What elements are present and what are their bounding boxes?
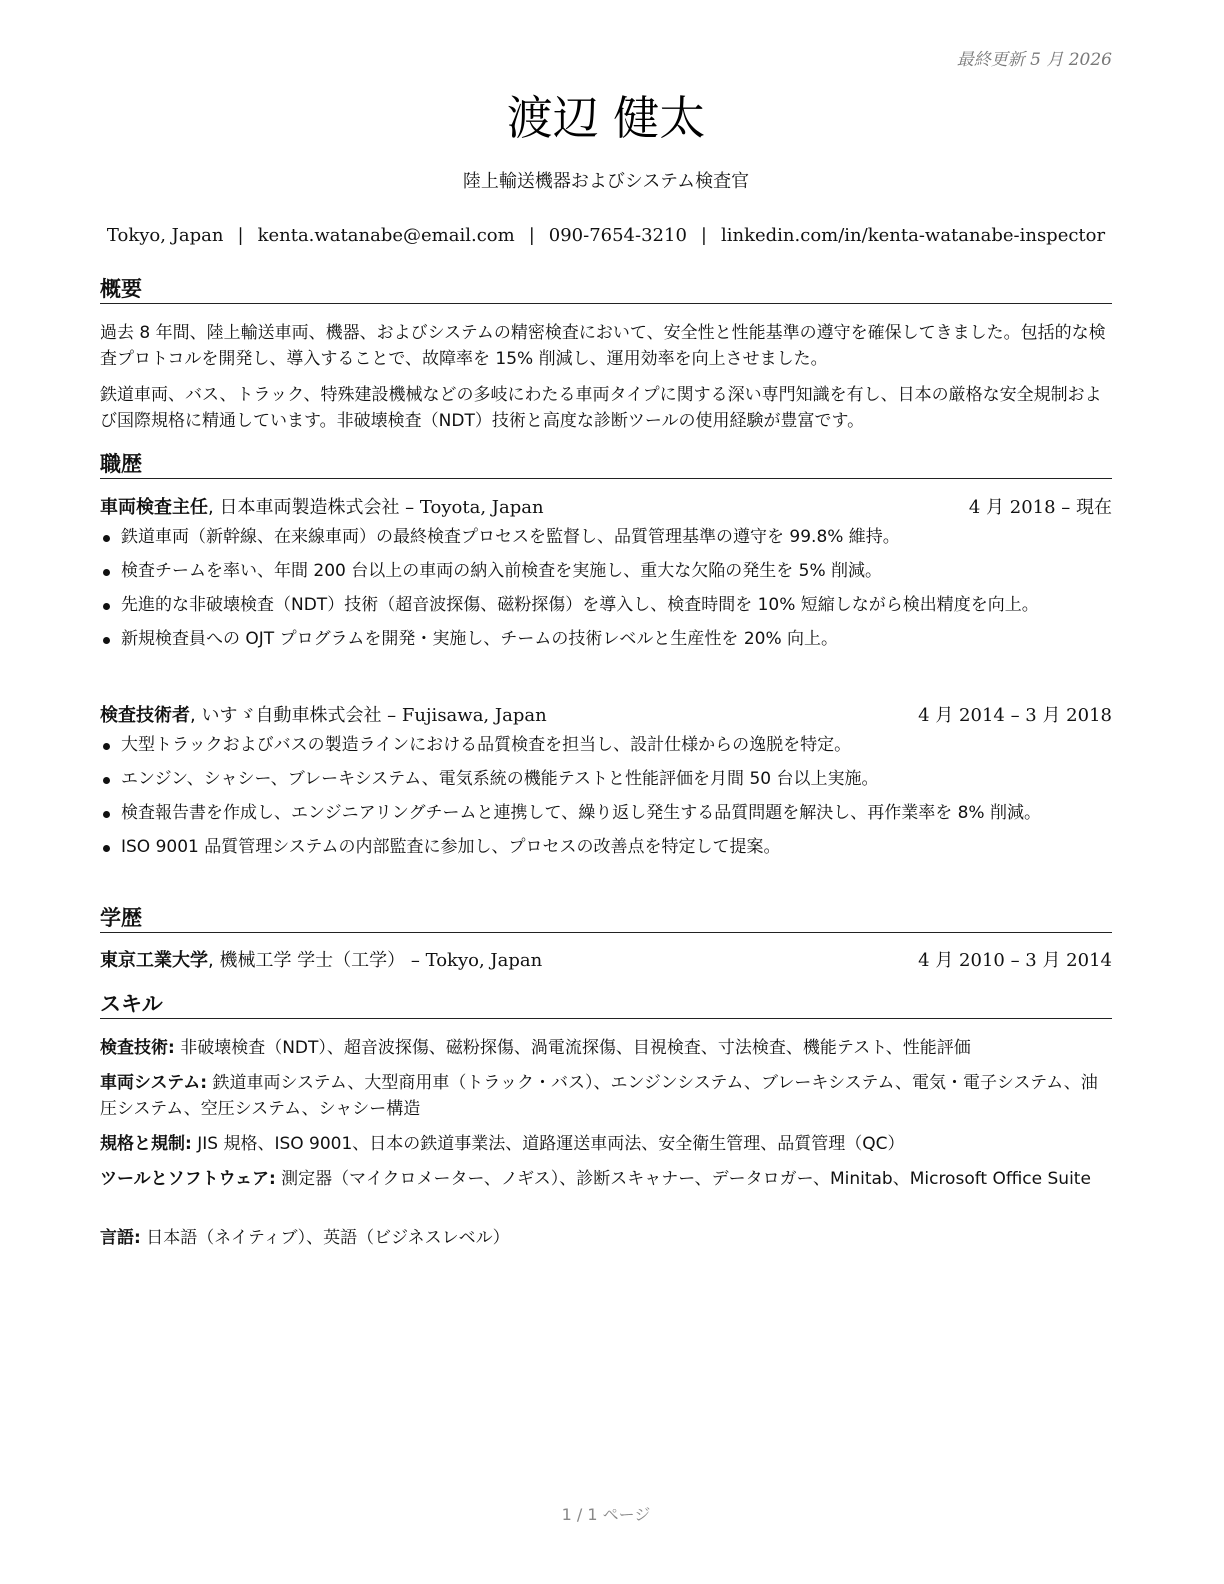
page-number: 1 / 1 ページ [561,1505,651,1524]
job-bullets [100,525,1112,661]
job-title: 陸上輸送機器およびシステム検査官 [462,171,750,192]
resume-page [100,0,1112,1584]
list-item: 検査チームを率い、年間 200 台以上の車両の納入前検査を実施し、重大な欠陥の発生を 5% 削減。 [100,559,1112,584]
list-item: 大型トラックおよびバスの製造ラインにおける品質検査を担当し、設計仕様からの逸脱を特定。 [100,733,1112,758]
contact-location: Tokyo, Japan [106,225,224,246]
skill-value: 測定器（マイクロメーター、ノギス）、診断スキャナー、データロガー、Minitab、Microsoft Office Suite [275,1169,1091,1189]
list-item: 新規検査員への OJT プログラムを開発・実施し、チームの技術レベルと生産性を 20% 向上。 [100,627,1112,652]
skill-label: 規格と規制: [100,1134,192,1154]
skill-label: 車両システム: [100,1073,208,1093]
contact-separator: | [528,225,535,246]
experience-heading: 職歴 [100,451,1112,479]
skill-value: 鉄道車両システム、大型商用車（トラック・バス）、エンジンシステム、ブレーキシステム、電気・電子システム、油圧システム、空圧システム、シャシー構造 [100,1073,1098,1119]
contact-phone: 090-7654-3210 [548,225,687,246]
skill-row [100,1166,1112,1192]
skill-value: JIS 規格、ISO 9001、日本の鉄道事業法、道路運送車両法、安全衛生管理、品質管理（QC） [191,1134,905,1154]
job-dates: 4 月 2014 – 3 月 2018 [918,705,1112,726]
skill-value: 非破壊検査（NDT）、超音波探傷、磁粉探傷、渦電流探傷、目視検査、寸法検査、機能テスト、性能評価 [174,1038,971,1058]
skill-value: 日本語（ネイティブ）、英語（ビジネスレベル） [140,1228,510,1248]
education-entry [100,948,1112,974]
list-item: ISO 9001 品質管理システムの内部監査に参加し、プロセスの改善点を特定して提案。 [100,835,1112,860]
job-company: , 日本車両製造株式会社 [208,497,400,518]
education-heading: 学歴 [100,905,1112,933]
list-item: 検査報告書を作成し、エンジニアリングチームと連携して、繰り返し発生する品質問題を解決し、再作業率を 8% 削減。 [100,801,1112,826]
list-item: 先進的な非破壊検査（NDT）技術（超音波探傷、磁粉探傷）を導入し、検査時間を 10% 短縮しながら検出精度を向上。 [100,593,1112,618]
contact-line [60,224,1152,248]
skill-label: 検査技術: [100,1038,175,1058]
school-name: 東京工業大学 [100,950,208,971]
person-name: 渡辺 健太 [506,91,706,145]
education-location: – Tokyo, Japan [405,950,543,971]
skill-row [100,1225,1112,1251]
job-dates: 4 月 2018 – 現在 [968,497,1112,518]
skill-row [100,1131,1112,1157]
skills-heading: スキル [100,991,1112,1019]
list-item: エンジン、シャシー、ブレーキシステム、電気系統の機能テストと性能評価を月間 50 台以上実施。 [100,767,1112,792]
skill-row [100,1070,1112,1122]
job-header [100,495,1112,521]
job-role: 車両検査主任 [100,497,208,518]
job-location: – Toyota, Japan [399,497,544,518]
job-bullets [100,733,1112,869]
job-company: , いすゞ自動車株式会社 [190,705,382,726]
education-dates: 4 月 2010 – 3 月 2014 [918,950,1112,971]
summary-paragraph: 鉄道車両、バス、トラック、特殊建設機械などの多岐にわたる車両タイプに関する深い専門知識を有し、日本の厳格な安全規制および国際規格に精通しています。非破壊検査（NDT）技術と高度な診断ツールの使用経験が豊富です。 [100,385,1102,431]
contact-separator: | [237,225,244,246]
job-location: – Fujisawa, Japan [381,705,547,726]
skill-label: 言語: [100,1228,141,1248]
skill-row [100,1035,1112,1061]
degree: , 機械工学 学士（工学） [208,950,406,971]
summary-heading: 概要 [100,276,1112,304]
summary-paragraph: 過去 8 年間、陸上輸送車両、機器、およびシステムの精密検査において、安全性と性能基準の遵守を確保してきました。包括的な検査プロトコルを開発し、導入することで、故障率を 15% 削減し、運用効率を向上させました。 [100,323,1106,369]
job-role: 検査技術者 [100,705,190,726]
contact-email[interactable]: kenta.watanabe@email.com [257,225,515,246]
last-updated: 最終更新 5 月 2026 [956,50,1112,70]
skill-label: ツールとソフトウェア: [100,1169,276,1189]
contact-separator: | [700,225,707,246]
contact-linkedin[interactable]: linkedin.com/in/kenta-watanabe-inspector [720,225,1106,246]
list-item: 鉄道車両（新幹線、在来線車両）の最終検査プロセスを監督し、品質管理基準の遵守を 99.8% 維持。 [100,525,1112,550]
job-header [100,703,1112,729]
